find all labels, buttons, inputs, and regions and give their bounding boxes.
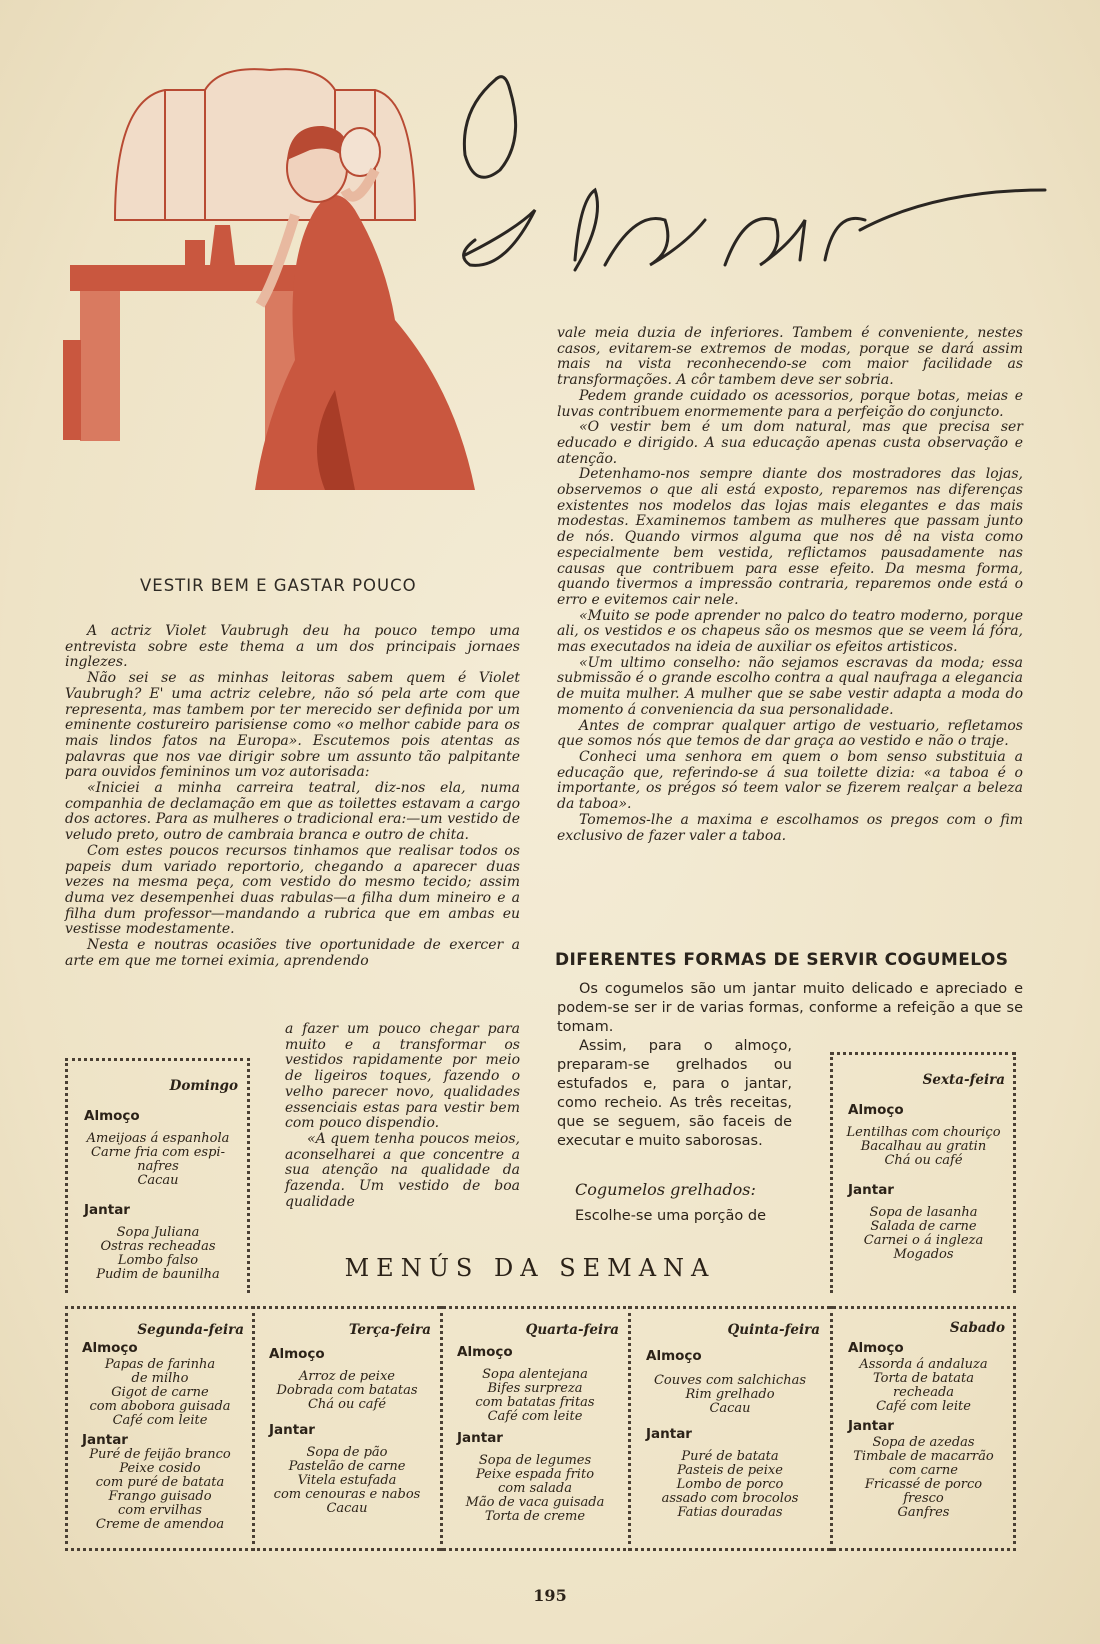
list-item: Ganfres [897, 1505, 950, 1520]
menu-sabado [836, 1320, 1011, 1520]
paragraph: «Muito se pode aprender no palco do teatro moderno, porque ali, os vestidos e os chapeus são os mesmos que se veem lá fóra, mas executados na ideia de auxiliar os efeitos artisticos. [557, 607, 1023, 656]
menu-day: Domingo [169, 1078, 238, 1094]
list-item: Ostras recheadas [100, 1239, 216, 1254]
menu-meal-label: Jantar [848, 1182, 894, 1198]
menu-meal-label: Jantar [269, 1422, 315, 1438]
list-item: fresco [903, 1491, 944, 1506]
list-item: com ervilhas [118, 1503, 202, 1518]
menu-meal-label: Almoço [848, 1102, 904, 1118]
list-item: com abobora guisada [89, 1399, 231, 1414]
menu-meal-label: Almoço [848, 1340, 904, 1356]
paragraph: Os cogumelos são um jantar muito delicado e apreciado e podem-se ser ir de varias formas, conforme a refeição a que se tomam. [557, 981, 1023, 1035]
list-item: Vitela estufada [297, 1473, 397, 1488]
list-item: Assorda á andaluza [859, 1357, 988, 1372]
cogumelos-last-line: Escolhe-se uma porção de [575, 1208, 767, 1224]
list-item: Couves com salchichas [653, 1373, 807, 1388]
list-item: Arroz de peixe [299, 1369, 395, 1384]
menu-quinta [634, 1322, 826, 1520]
paragraph: Não sei se as minhas leitoras sabem quem é Violet Vaubrugh? E' uma actriz celebre, não só pela arte com que representa, mas tambem por ter merecido ser definida por um eminente costureiro parisiense como «o melhor cabide para os mais lindos fatos na Europa». Escutemos pois atentas as palavras que nos vae dirigir sobre um assunto tão palpitante para ouvidos femininos um voz autorisada: [65, 670, 520, 781]
list-item: Café com leite [487, 1409, 583, 1424]
list-item: Café com leite [112, 1413, 208, 1428]
menu-domingo [72, 1078, 244, 1282]
list-item: Sopa de azedas [872, 1435, 975, 1450]
list-item: Bacalhau au gratin [860, 1139, 987, 1154]
divider [65, 1058, 68, 1293]
list-item: Chá ou café [884, 1153, 963, 1168]
menu-list [445, 1368, 625, 1424]
menu-meal-label: Jantar [646, 1426, 692, 1442]
cogumelos-subheading: Cogumelos grelhados: [575, 1180, 756, 1199]
list-item: com carne [889, 1463, 958, 1478]
menu-list [836, 1206, 1011, 1262]
list-item: Bifes surpreza [487, 1381, 583, 1396]
list-item: Peixe espada frito [475, 1467, 595, 1482]
menu-list [445, 1454, 625, 1524]
divider [65, 1058, 250, 1061]
paragraph: «A quem tenha poucos meios, aconselharei a que concentre a sua atenção na qualidade da fazenda. Um vestido de boa qualidade [285, 1130, 520, 1210]
list-item: Torta de creme [484, 1509, 586, 1524]
menu-meal-label: Almoço [82, 1340, 138, 1356]
menu-meal-label: Almoço [269, 1346, 325, 1362]
list-item: Cacau [326, 1501, 368, 1516]
list-item: nafres [137, 1159, 179, 1174]
list-item: Sopa Juliana [116, 1225, 200, 1240]
list-item: Mão de vaca guisada [465, 1495, 605, 1510]
paragraph: Nesta e noutras ocasiões tive oportunidade de exercer a arte em que me tornei eximia, aprendendo [65, 937, 520, 969]
menu-quarta [445, 1322, 625, 1524]
divider [65, 1306, 68, 1551]
list-item: com salada [498, 1481, 572, 1496]
list-item: Frango guisado [108, 1489, 212, 1504]
list-item: com cenouras e nabos [273, 1487, 421, 1502]
menu-list [70, 1448, 250, 1532]
list-item: Cacau [709, 1401, 751, 1416]
divider [1013, 1306, 1016, 1551]
menu-day: Segunda-feira [137, 1322, 244, 1338]
list-item: Peixe cosido [119, 1461, 201, 1476]
menu-list [634, 1374, 826, 1416]
paragraph: Antes de comprar qualquer artigo de vestuario, refletamos que somos nós que temos de dar graça ao vestido e não o traje. [557, 717, 1023, 750]
list-item: recheada [892, 1385, 955, 1400]
menu-list [836, 1436, 1011, 1520]
menu-meal-label: Jantar [848, 1418, 894, 1434]
list-item: Papas de farinha [104, 1357, 216, 1372]
menu-list [836, 1126, 1011, 1168]
article-right-column [557, 326, 1023, 844]
paragraph: Tomemos-lhe a maxima e escolhamos os pregos com o fim exclusivo de fazer valer a taboa. [557, 811, 1023, 844]
list-item: Fricassé de porco [864, 1477, 983, 1492]
menu-list [257, 1446, 437, 1516]
list-item: com puré de batata [95, 1475, 225, 1490]
list-item: Gigot de carne [111, 1385, 209, 1400]
menu-segunda [70, 1322, 250, 1532]
list-item: assado com brocolos [661, 1491, 799, 1506]
list-item: Sopa de lasanha [869, 1205, 978, 1220]
divider [830, 1052, 1016, 1055]
list-item: Carnei o á ingleza [863, 1233, 984, 1248]
list-item: Torta de batata [873, 1371, 974, 1386]
divider [65, 1306, 1016, 1309]
list-item: Creme de amendoa [95, 1517, 225, 1532]
menu-list [257, 1370, 437, 1412]
paragraph: Conheci uma senhora em quem o bom senso substituia a educação que, referindo-se á sua toilette dizia: «a taboa é o importante, os prégos só teem valor se fizerem realçar a beleza da taboa». [557, 748, 1023, 813]
list-item: Café com leite [876, 1399, 971, 1414]
list-item: Pudim de baunilha [96, 1267, 220, 1282]
article-heading-vestir: VESTIR BEM E GASTAR POUCO [140, 576, 417, 595]
list-item: Pastelão de carne [288, 1459, 406, 1474]
divider [440, 1306, 443, 1551]
paragraph: Detenhamo-nos sempre diante dos mostradores das lojas, observemos o que ali está exposto, reparemos nas diferenças existentes nos modelos das lojas mais elegantes e das mais modestas. Examinemos tambem as mulheres que passam junto de nós. Quando virmos alguma que nos dê na vista como especialmente bem vestida, reflictamos pausadamente nas causas que contribuem para esse efeito. Da mesma forma, quando tivermos a impressão contraria, reparemos onde está o erro e evitemos cair nele. [557, 466, 1023, 608]
list-item: Sopa alentejana [482, 1367, 588, 1382]
list-item: de milho [131, 1371, 189, 1386]
cogumelos-narrow-text [557, 1037, 792, 1151]
article-left-narrow-column [285, 1022, 520, 1210]
menu-meal-label: Jantar [84, 1202, 130, 1218]
script-title-o-lar [455, 70, 1055, 285]
menu-day: Sabado [949, 1320, 1005, 1336]
list-item: com batatas fritas [475, 1395, 595, 1410]
paragraph: Pedem grande cuidado os acessorios, porque botas, meias e luvas contribuem enormemente para a perfeição do conjuncto. [557, 387, 1023, 420]
list-item: Sopa de pão [306, 1445, 388, 1460]
paragraph: Com estes poucos recursos tinhamos que realisar todos os papeis dum variado reportorio, chegando a aparecer duas vezes na mesma peça, com vestido do mesmo tecido; assim duma vez desempenhei duas rabulas—a filha dum mineiro e a filha dum professor—mandando a rubrica que em ambas eu vestisse modestamente. [65, 842, 520, 938]
menu-meal-label: Jantar [457, 1430, 503, 1446]
divider [247, 1058, 250, 1293]
page-number: 195 [533, 1586, 567, 1605]
list-item: Pasteis de peixe [677, 1463, 783, 1478]
list-item: Lentilhas com chouriço [846, 1125, 1001, 1140]
paragraph: Assim, para o almoço, preparam-se grelhados ou estufados e, para o jantar, como recheio. As três receitas, que se seguem, são faceis de executar e muito saborosas. [557, 1038, 792, 1149]
menu-terca [257, 1322, 437, 1516]
list-item: Chá ou café [307, 1397, 387, 1412]
list-item: Mogados [893, 1247, 954, 1262]
divider [628, 1306, 631, 1551]
list-item: Cacau [137, 1173, 179, 1188]
article-left-column [65, 624, 520, 969]
divider [1013, 1052, 1016, 1293]
paragraph: vale meia duzia de inferiores. Tambem é conveniente, nestes casos, evitarem-se extremos de modas, porque se dará assim mais na vista reconhecendo-se com maior facilidade as transformações. A côr tambem deve ser sobria. [557, 325, 1023, 389]
menu-meal-label: Almoço [84, 1108, 140, 1124]
list-item: Fatias douradas [677, 1505, 783, 1520]
menu-meal-label: Almoço [646, 1348, 702, 1364]
divider [830, 1052, 833, 1293]
menu-day: Terça-feira [348, 1322, 431, 1338]
divider [65, 1548, 1016, 1551]
menu-list [70, 1358, 250, 1428]
menu-list [72, 1132, 244, 1188]
list-item: Ameijoas á espanhola [86, 1131, 230, 1146]
list-item: Rim grelhado [685, 1387, 775, 1402]
menu-list [72, 1226, 244, 1282]
list-item: Puré de batata [681, 1449, 779, 1464]
menu-sexta [836, 1072, 1011, 1262]
menu-list [836, 1358, 1011, 1414]
menu-day: Quarta-feira [525, 1322, 619, 1338]
menu-list [634, 1450, 826, 1520]
divider [830, 1306, 833, 1551]
paragraph: «O vestir bem é um dom natural, mas que precisa ser educado e dirigido. A sua educação apenas custa observação e atenção. [557, 419, 1023, 467]
list-item: Sopa de legumes [478, 1453, 592, 1468]
menu-meal-label: Jantar [82, 1432, 128, 1448]
menu-meal-label: Almoço [457, 1344, 513, 1360]
list-item: Lombo falso [117, 1253, 199, 1268]
cogumelos-heading: DIFERENTES FORMAS DE SERVIR COGUMELOS [555, 950, 1009, 970]
menus-title: MENÚS DA SEMANA [344, 1254, 716, 1282]
list-item: Dobrada com batatas [276, 1383, 418, 1398]
list-item: Carne fria com espi- [91, 1145, 225, 1160]
paragraph: «Iniciei a minha carreira teatral, diz-nos ela, numa companhia de declamação em que as toilettes estavam a cargo dos actores. Para as mulheres o tradicional era:—um vestido de veludo preto, outro de cambraia branca e outro de chita. [65, 780, 520, 844]
paragraph: a fazer um pouco chegar para muito e a transformar os vestidos rapidamente por meio de ligeiros toques, fazendo o velho parecer novo, qualidades essenciais estas para vestir bem com pouco dispendio. [285, 1021, 520, 1132]
list-item: Timbale de macarrão [853, 1449, 994, 1464]
paragraph: A actriz Violet Vaubrugh deu ha pouco tempo uma entrevista sobre este thema a um dos principais jornaes inglezes. [65, 623, 520, 671]
list-item: Salada de carne [870, 1219, 977, 1234]
divider [252, 1306, 255, 1551]
menu-day: Quinta-feira [727, 1322, 820, 1338]
list-item: Puré de feijão branco [89, 1447, 231, 1462]
list-item: Lombo de porco [676, 1477, 784, 1492]
paragraph: «Um ultimo conselho: não sejamos escravas da moda; essa submissão é o grande escolho contra a qual naufraga a elegancia de muita mulher. A mulher que se sabe vestir adapta a moda do momento á conveniencia da sua personalidade. [557, 654, 1023, 718]
menu-day: Sexta-feira [922, 1072, 1005, 1088]
cogumelos-intro [557, 980, 1023, 1037]
